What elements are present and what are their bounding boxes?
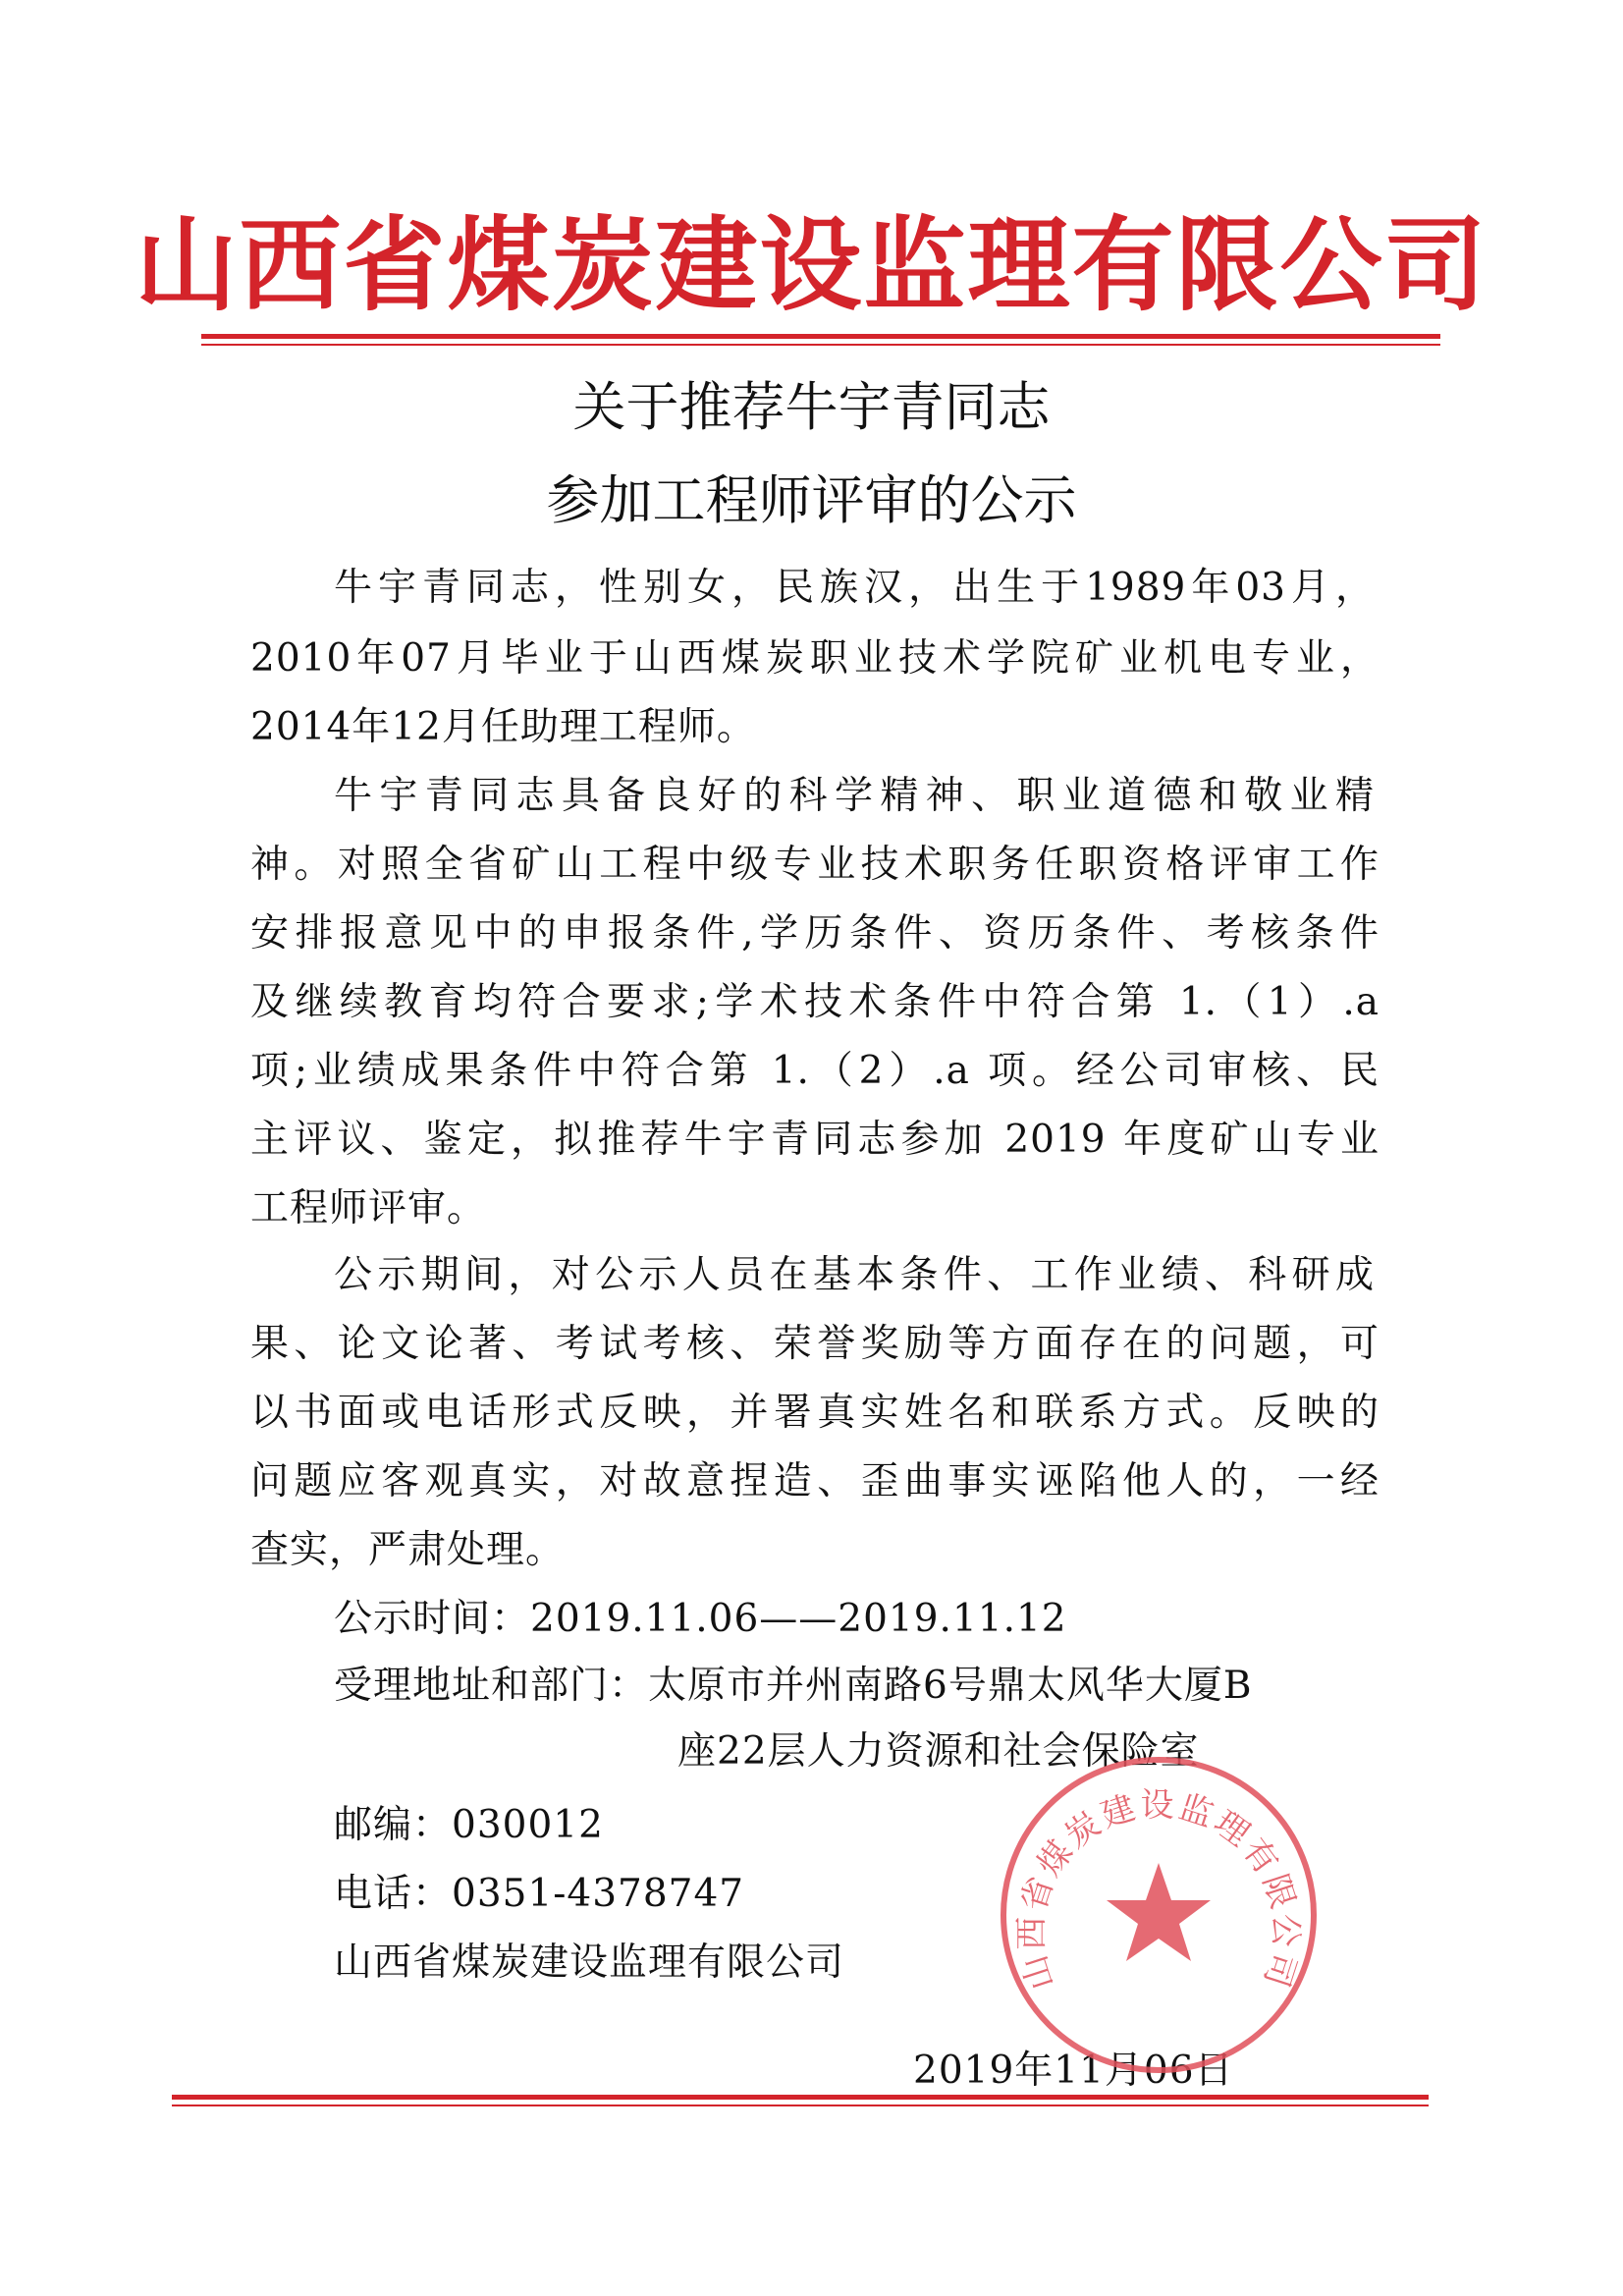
paragraph-3-line: 果、论文论著、考试考核、荣誉奖励等方面存在的问题，可 [250, 1322, 1380, 1366]
paragraph-2-line: 安排报意见中的申报条件,学历条件、资历条件、考核条件 [250, 911, 1380, 956]
document-title-line-1: 关于推荐牛宇青同志 [572, 376, 1051, 438]
paragraph-2-line: 牛宇青同志具备良好的科学精神、职业道德和敬业精 [334, 774, 1375, 818]
footer-rule-thin [172, 2105, 1429, 2106]
notice-period: 公示时间：2019.11.06——2019.11.12 [334, 1597, 1067, 1641]
paragraph-1-line: 2014年12月任助理工程师。 [250, 705, 756, 749]
paragraph-1-line: 2010年07月毕业于山西煤炭职业技术学院矿业机电专业， [250, 636, 1380, 681]
paragraph-3-line: 问题应客观真实，对故意捏造、歪曲事实诬陷他人的，一经 [250, 1459, 1380, 1503]
issue-date: 2019年11月06日 [913, 2049, 1234, 2093]
official-seal-stamp [997, 1753, 1321, 2077]
footer-rule-thick [172, 2095, 1429, 2100]
seal-text: 山西省煤炭建设监理有限公司 [1011, 1785, 1306, 1995]
letterhead-rule-thick [201, 334, 1440, 339]
paragraph-2-line: 项;业绩成果条件中符合第 1.（2）.a 项。经公司审核、民 [250, 1049, 1380, 1093]
paragraph-3-line: 公示期间，对公示人员在基本条件、工作业绩、科研成 [334, 1253, 1375, 1297]
letterhead-rule-thin [201, 344, 1440, 346]
phone-number: 电话：0351-4378747 [334, 1872, 745, 1916]
letterhead-company-name: 山西省煤炭建设监理有限公司 [135, 205, 1488, 325]
paragraph-2-line: 神。对照全省矿山工程中级专业技术职务任职资格评审工作 [250, 843, 1380, 887]
document-title-line-2: 参加工程师评审的公示 [546, 469, 1077, 531]
paragraph-2-line: 主评议、鉴定，拟推荐牛宇青同志参加 2019 年度矿山专业 [250, 1118, 1380, 1162]
seal-star-icon [1107, 1863, 1211, 1961]
paragraph-3-line: 查实，严肃处理。 [250, 1528, 566, 1572]
address-line-2: 座22层人力资源和社会保险室 [677, 1729, 1200, 1774]
signature-company: 山西省煤炭建设监理有限公司 [334, 1941, 845, 1985]
paragraph-2-line: 及继续教育均符合要求;学术技术条件中符合第 1.（1）.a [250, 980, 1380, 1024]
address-line-1: 受理地址和部门：太原市并州南路6号鼎太风华大厦B [334, 1664, 1253, 1708]
paragraph-1-line: 牛宇青同志，性别女，民族汉，出生于1989年03月， [334, 566, 1375, 610]
paragraph-2-line: 工程师评审。 [250, 1186, 487, 1230]
paragraph-3-line: 以书面或电话形式反映，并署真实姓名和联系方式。反映的 [250, 1391, 1380, 1435]
postcode: 邮编：030012 [334, 1803, 604, 1847]
